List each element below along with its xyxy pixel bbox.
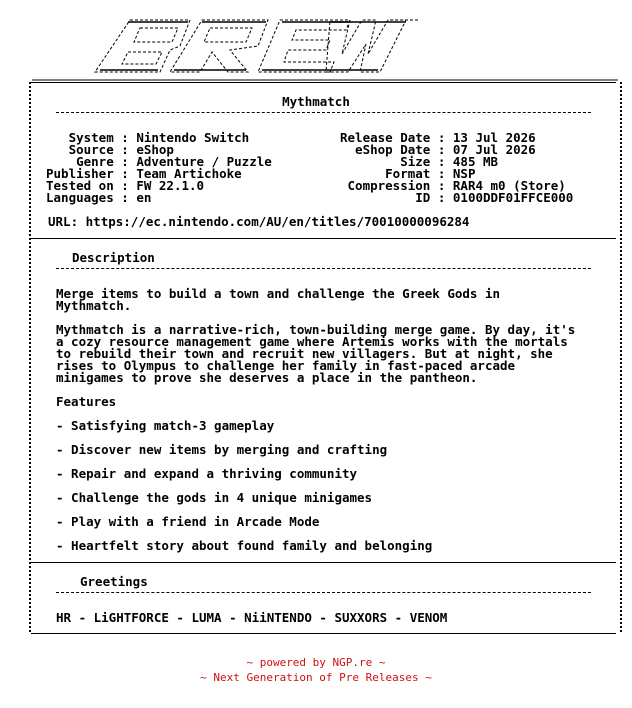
info-right xyxy=(340,132,573,204)
info-label: Compression xyxy=(340,178,431,193)
info-label: Format xyxy=(340,166,431,181)
description-line: Mythmatch. xyxy=(56,298,132,313)
info-label: Source xyxy=(46,142,114,157)
footer-tagline: ~ Next Generation of Pre Releases ~ xyxy=(200,671,432,684)
description-line: minigames to prove she deserves a place in the pantheon. xyxy=(56,370,478,385)
info-separator: : xyxy=(113,178,137,193)
feature-item: - Repair and expand a thriving community xyxy=(56,466,358,481)
info-label: ID xyxy=(340,190,431,205)
info-value: Nintendo Switch xyxy=(136,130,250,145)
info-value: Adventure / Puzzle xyxy=(136,154,272,169)
info-value: Team Artichoke xyxy=(136,166,242,181)
info-left xyxy=(46,132,272,204)
feature-item: - Challenge the gods in 4 unique minigames xyxy=(56,490,373,505)
description-line: Mythmatch is a narrative-rich, town-building merge game. By day, it's xyxy=(56,322,576,337)
description-body xyxy=(56,288,575,384)
info-value: eShop xyxy=(136,142,174,157)
url-label: URL: xyxy=(48,214,79,229)
info-separator: : xyxy=(113,130,137,145)
info-label: Languages xyxy=(46,190,114,205)
info-row xyxy=(46,192,272,204)
description-line: a cozy resource management game where Artemis works with the mortals xyxy=(56,334,568,349)
info-value: 0100DDF01FFCE000 xyxy=(452,190,574,205)
frame-bottom-border xyxy=(31,633,616,634)
info-separator: : xyxy=(430,190,453,205)
description-heading: Description xyxy=(72,250,155,265)
feature-item: - Discover new items by merging and crafting xyxy=(56,442,388,457)
info-value: RAR4 m0 (Store) xyxy=(452,178,566,193)
info-separator: : xyxy=(113,166,137,181)
info-separator: : xyxy=(430,154,453,169)
release-title: Mythmatch xyxy=(282,94,350,109)
info-separator: : xyxy=(430,130,453,145)
greetings-heading: Greetings xyxy=(80,574,148,589)
feature-item: - Satisfying match-3 gameplay xyxy=(56,418,275,433)
features-heading: Features xyxy=(56,394,117,409)
info-separator: : xyxy=(113,142,137,157)
info-value: 07 Jul 2026 xyxy=(452,142,536,157)
info-label: System xyxy=(46,130,114,145)
features-list xyxy=(56,420,432,564)
footer-powered-by[interactable]: ~ powered by NGP.re ~ xyxy=(246,656,386,669)
feature-item: - Play with a friend in Arcade Mode xyxy=(56,514,320,529)
url-row xyxy=(48,216,469,228)
info-separator: : xyxy=(430,178,453,193)
brews-logo xyxy=(30,14,620,82)
dash-rule xyxy=(56,268,591,269)
dash-rule xyxy=(56,112,591,113)
info-value: en xyxy=(136,190,152,205)
url-link[interactable]: https://ec.nintendo.com/AU/en/titles/70010000096284 xyxy=(85,214,470,229)
info-label: Size xyxy=(340,154,431,169)
dash-rule xyxy=(56,592,591,593)
info-label: Publisher xyxy=(46,166,114,181)
description-line: to rebuild their town and recruit new villagers. But at night, she xyxy=(56,346,553,361)
info-label: Genre xyxy=(46,154,114,169)
feature-item: - Heartfelt story about found family and belonging xyxy=(56,538,433,553)
info-value: NSP xyxy=(452,166,476,181)
info-separator: : xyxy=(430,142,453,157)
info-label: Tested on xyxy=(46,178,114,193)
info-label: eShop Date xyxy=(340,142,431,157)
divider xyxy=(31,238,616,239)
info-row xyxy=(340,192,573,204)
description-line: Merge items to build a town and challenge the Greek Gods in xyxy=(56,286,501,301)
info-separator: : xyxy=(430,166,453,181)
frame-top-border xyxy=(31,82,616,83)
info-separator: : xyxy=(113,190,137,205)
info-value: 13 Jul 2026 xyxy=(452,130,536,145)
info-value: 485 MB xyxy=(452,154,499,169)
info-value: FW 22.1.0 xyxy=(136,178,205,193)
greetings-list: HR - LiGHTFORCE - LUMA - NiiNTENDO - SUXXORS - VENOM xyxy=(56,610,448,625)
info-label: Release Date xyxy=(340,130,431,145)
info-separator: : xyxy=(113,154,137,169)
description-line: rises to Olympus to challenge her family in fast-paced arcade xyxy=(56,358,516,373)
